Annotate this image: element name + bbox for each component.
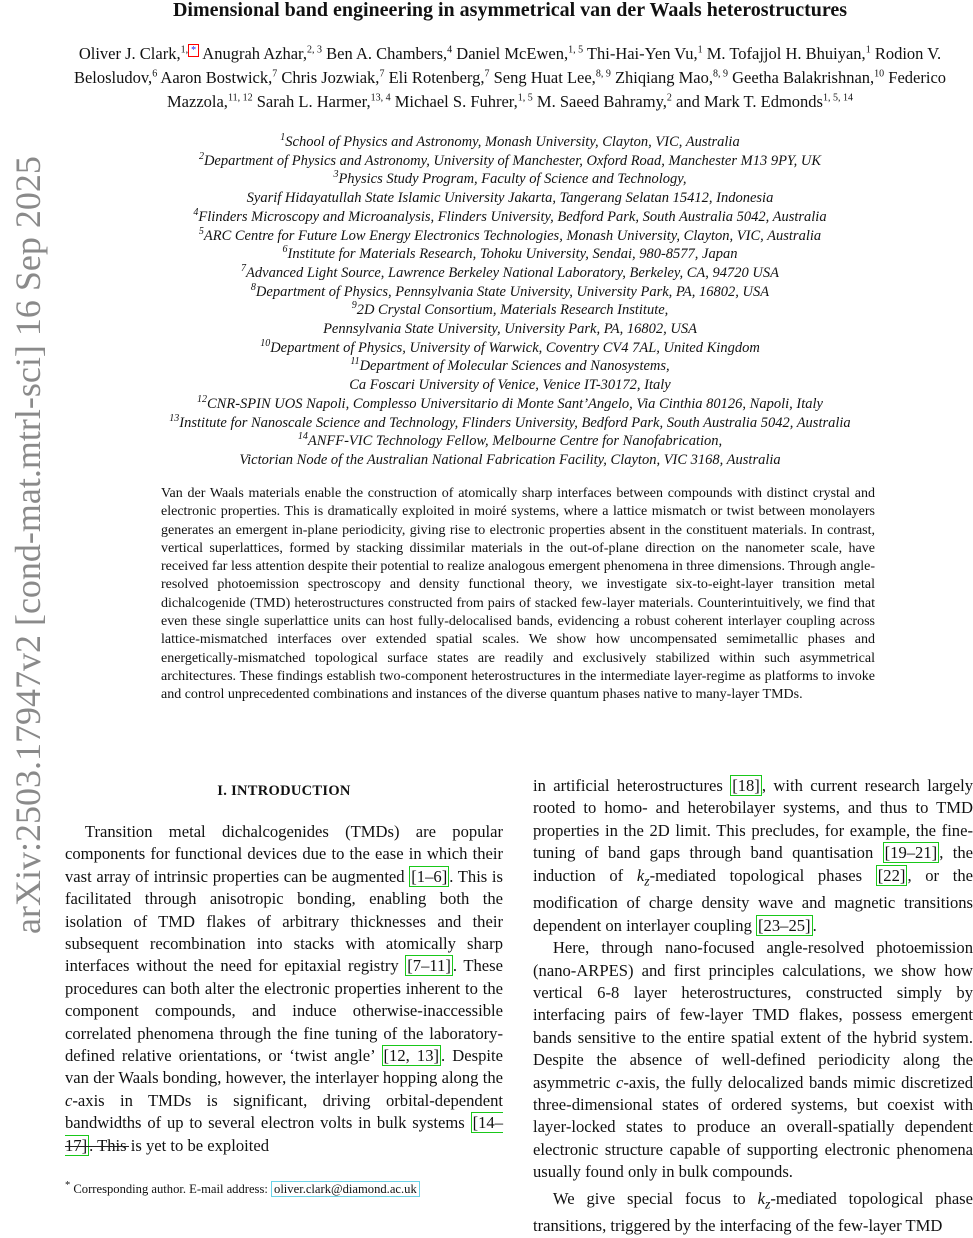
right-column <box>533 775 973 1238</box>
affiliation-continued <box>60 320 960 339</box>
author-list <box>60 42 960 114</box>
author: Thi-Hai-Yen Vu, <box>586 44 698 63</box>
affiliation-text: ARC Centre for Future Low Energy Electronics Technologies, Monash University, Clayton, VIC, Australia <box>203 227 822 244</box>
author: Chris Jozwiak, <box>281 68 380 87</box>
affiliation-number: 8 <box>250 281 256 293</box>
text-run: . Despite van der Waals bonding, however, the interlayer hopping along the <box>65 1046 503 1088</box>
affiliation-text: Institute for Nanoscale Science and Technology, Flinders University, Bedford Park, South Australia 5042, Australia <box>179 414 851 431</box>
text-run: . <box>812 915 817 935</box>
affiliation <box>60 395 960 414</box>
affiliation-number: 12 <box>197 394 208 406</box>
affiliation-continued <box>60 376 960 395</box>
paragraph <box>65 821 503 1157</box>
math-variable: c <box>65 1090 73 1110</box>
affiliation-text: Pennsylvania State University, University Park, PA, 16802, USA <box>323 321 697 338</box>
author-affil-sup: 8, 9 <box>595 68 611 80</box>
author: Anugrah Azhar, <box>202 44 308 63</box>
citation-link[interactable]: [23–25] <box>758 915 811 935</box>
author: Sarah L. Harmer, <box>256 92 371 111</box>
math-variable: k <box>757 1188 766 1208</box>
author: M. Tofajjol H. Bhuiyan, <box>706 44 866 63</box>
text-run: , the induction of <box>533 843 973 885</box>
author-affil-sup: 4 <box>447 44 453 56</box>
author: Seng Huat Lee, <box>493 68 596 87</box>
author: Geetha Balakrishnan, <box>732 68 875 87</box>
affiliation <box>60 208 960 227</box>
footnote-text: Corresponding author. E-mail address: <box>70 1182 272 1197</box>
author-affil-sup: 1 <box>697 44 703 56</box>
affiliation <box>60 264 960 283</box>
author-affil-sup: 10 <box>874 68 885 80</box>
affiliation-number: 1 <box>280 132 286 144</box>
author-affil-sup: 1, <box>180 44 189 56</box>
affiliation-continued <box>60 451 960 470</box>
affiliation <box>60 133 960 152</box>
math-subscript: z <box>765 1195 771 1211</box>
author-affil-sup: 8, 9 <box>713 68 729 80</box>
affiliation-text: ANFF-VIC Technology Fellow, Melbourne Centre for Nanofabrication, <box>307 433 723 450</box>
corresponding-author-link[interactable]: * <box>188 44 199 57</box>
citation-link[interactable]: [12, 13] <box>383 1046 440 1066</box>
footnote-rule <box>65 1146 129 1147</box>
affiliation-number: 11 <box>350 356 360 368</box>
citation-link[interactable]: [18] <box>732 776 760 795</box>
affiliation <box>60 357 960 376</box>
affiliation-text: Ca Foscari University of Venice, Venice IT-30172, Italy <box>349 377 671 394</box>
affiliation <box>60 283 960 302</box>
text-run: Transition metal dichalcogenides (TMDs) are popular components for functional devices due to the ease in which their vast array of intrinsic properties can be augmented <box>65 822 503 886</box>
affiliation <box>60 301 960 320</box>
author: M. Saeed Bahramy, <box>536 92 667 111</box>
author-affil-sup: 7 <box>272 68 278 80</box>
affiliation-text: Victorian Node of the Australian National Fabrication Facility, Clayton, VIC 3168, Australia <box>239 451 781 468</box>
author: Aaron Bostwick, <box>160 68 273 87</box>
author-affil-sup: 1, 5 <box>568 44 584 56</box>
author-conjunction: and <box>676 92 700 111</box>
email-link[interactable]: oliver.clark@diamond.ac.uk <box>271 1181 420 1197</box>
affiliation <box>60 245 960 264</box>
section-heading: I. INTRODUCTION <box>217 783 351 799</box>
affiliation-text: Department of Physics, University of Warwick, Coventry CV4 7AL, United Kingdom <box>270 339 760 356</box>
author-affil-sup: 1, 5 <box>517 92 533 104</box>
text-run: , or the modification of charge density wave and magnetic transitions dependent on interlayer coupling <box>533 865 973 935</box>
text-run: . This is facilitated through anisotropic bonding, enabling both the isolation of TMD flakes of arbitrary thicknesses and their subsequent recombination into stacks with atomically sharp interfaces without the need for epitaxial registry <box>65 866 504 976</box>
affiliation-continued <box>60 189 960 208</box>
author-affil-sup: 13, 4 <box>370 92 391 104</box>
text-run: Here, through nano-focused angle-resolved photoemission (nano-ARPES) and first principles calculations, we show how vertical 6-8 layer heterostructures, constructed simply by interfacing pairs of few-layer TMD flakes, possess emergent bands sensitive to the entire spatial extent of the hybrid system. Despite the absence of well-defined periodicity along the asymmetric <box>533 938 973 1092</box>
footnote-mark: * <box>65 1180 71 1191</box>
affiliation-number: 3 <box>333 169 339 181</box>
affiliation-text: Physics Study Program, Faculty of Science and Technology, <box>338 171 687 188</box>
author-affil-sup: 7 <box>484 68 490 80</box>
citation-link[interactable]: [14–17] <box>65 1113 503 1155</box>
citation-link[interactable]: [19–21] <box>884 843 938 863</box>
author: Mark T. Edmonds <box>703 92 823 111</box>
affiliation-text: Flinders Microscopy and Microanalysis, Flinders University, Bedford Park, South Australia 5042, Australia <box>198 208 827 225</box>
arxiv-sidebar-stamp: arXiv:2503.17947v2 [cond-mat.mtrl-sci] 16 Sep 2025 <box>8 156 48 934</box>
paragraph-continued <box>533 775 973 937</box>
affiliation-number: 2 <box>198 150 204 162</box>
author: Michael S. Fuhrer, <box>394 92 518 111</box>
affiliation <box>60 339 960 358</box>
author-affil-sup: 2, 3 <box>307 44 323 56</box>
affiliation-number: 5 <box>198 225 204 237</box>
paper-title: Dimensional band engineering in asymmetrical van der Waals heterostructures <box>172 0 848 21</box>
author: Ben A. Chambers, <box>326 44 448 63</box>
affiliation-text: Syarif Hidayatullah State Islamic University Jakarta, Tangerang Selatan 15412, Indonesia <box>246 190 774 207</box>
affiliation <box>60 170 960 189</box>
text-run: We give special focus to <box>552 1188 758 1208</box>
left-column <box>65 775 503 1157</box>
text-run: -mediated topological phases <box>649 865 876 885</box>
author: Eli Rotenberg, <box>388 68 485 87</box>
affiliation-text: CNR-SPIN UOS Napoli, Complesso Universitario di Monte Sant’Angelo, Via Cinthia 80126, Napoli, Italy <box>207 395 823 412</box>
affiliation-text: Department of Molecular Sciences and Nanosystems, <box>359 358 670 375</box>
text-run: . These procedures can both alter the electronic properties inherent to the component compounds, and induce otherwise-inaccessible correlated phenomena through the fine tuning of the laboratory-defined relative orientations, or ‘twist angle’ <box>65 956 503 1066</box>
math-subscript: z <box>644 872 650 888</box>
affiliation-number: 14 <box>297 431 308 443</box>
citation-link[interactable]: [22] <box>877 865 906 885</box>
affiliation-text: Department of Physics and Astronomy, University of Manchester, Oxford Road, Manchester M13 9PY, UK <box>203 152 822 169</box>
affiliation-text: Institute for Materials Research, Tohoku University, Sendai, 980-8577, Japan <box>287 246 738 263</box>
affiliation-text: Advanced Light Source, Lawrence Berkeley National Laboratory, Berkeley, CA, 94720 USA <box>246 264 779 281</box>
affiliation-text: Department of Physics, Pennsylvania State University, University Park, PA, 16802, USA <box>255 283 770 300</box>
math-variable: k <box>636 865 645 885</box>
text-run: in artificial heterostructures <box>533 776 731 795</box>
author: Rodion V. Belosludov, <box>73 44 942 87</box>
affiliation-text: School of Physics and Astronomy, Monash University, Clayton, VIC, Australia <box>285 134 740 150</box>
paragraph <box>533 1188 973 1238</box>
citation-link[interactable]: [7–11] <box>407 956 451 976</box>
affiliation-number: 6 <box>282 244 288 256</box>
affiliation-text: 2D Crystal Consortium, Materials Research Institute, <box>356 302 669 319</box>
affiliation-number: 9 <box>351 300 357 312</box>
affiliation-number: 7 <box>241 263 247 275</box>
author-affil-sup: 2 <box>666 92 672 104</box>
text-run: . This is yet to be exploited <box>89 1135 270 1155</box>
paragraph <box>533 937 973 1183</box>
author-affil-sup: 1 <box>865 44 871 56</box>
author: Oliver J. Clark, <box>78 44 181 63</box>
text-run: -axis in TMDs is significant, driving orbital-dependent bandwidths of up to several electron volts in bulk systems <box>65 1090 503 1133</box>
math-variable: c <box>615 1072 624 1092</box>
author-affil-sup: 7 <box>379 68 385 80</box>
author: Federico Mazzola, <box>167 68 947 111</box>
citation-link[interactable]: [1–6] <box>411 866 448 886</box>
affiliation <box>60 227 960 246</box>
text-run: -axis, the fully delocalized bands mimic discretized three-dimensional states of ordered systems, but coexist with layer-locked states to produce an overall-spatially dependent electronic structure capable of supporting electronic phenomena usually found only in bulk compounds. <box>533 1072 973 1182</box>
affiliation-number: 10 <box>260 337 271 349</box>
author: Zhiqiang Mao, <box>614 68 714 87</box>
author: Daniel McEwen, <box>456 44 569 63</box>
affiliation-number: 4 <box>193 206 199 218</box>
affiliation <box>60 414 960 433</box>
affiliation <box>60 432 960 451</box>
affiliation-list <box>60 133 960 470</box>
affiliation-number: 13 <box>169 412 180 424</box>
text-run: , with current research largely rooted to homo- and heterobilayer systems, and thus to TMD properties in the 2D limit. This precludes, for example, the fine-tuning of band gaps through band quantisation <box>533 776 973 863</box>
affiliation <box>60 152 960 171</box>
author-affil-sup: 1, 5, 14 <box>822 92 853 104</box>
author-affil-sup: 6 <box>152 68 158 80</box>
text-run: -mediated topological phase transitions, triggered by the interfacing of the few-layer TMD <box>533 1188 973 1236</box>
abstract: Van der Waals materials enable the construction of atomically sharp interfaces between compounds with distinct crystal and electronic properties. This is dramatically exploited in moiré systems, where a lattice mismatch or twist between monolayers generates an emergent in-plane periodicity, giving rise to electronic properties absent in the constituent materials. In contrast, vertical superlattices, formed by stacking dissimilar materials in the out-of-plane direction on the nanometer scale, have received far less attention despite their potential to realize analogous emergent phenomena in three dimensions. Through angle-resolved photoemission spectroscopy and density functional theory, we investigate six-to-eight-layer transition metal dichalcogenide (TMD) heterostructures constructed from pairs of stacked few-layer materials. Counterintuitively, we find that even these single superlattice units can host fully-delocalised bands, evidencing a robust coherent interlayer coupling across lattice-mismatched interfaces over extended spatial scales. We show how uncompensated semimetallic phases and energetically-mismatched topological surface states are readily and exclusively stabilized within such asymmetrical architectures. These findings establish two-component heterostructures in the intermediate layer-regime as platforms to invoke and control unprecedented combinations and instances of the diverse quantum phases native to many-layer TMDs. <box>161 486 875 703</box>
author-affil-sup: 11, 12 <box>227 92 253 104</box>
footnote <box>65 1178 420 1197</box>
